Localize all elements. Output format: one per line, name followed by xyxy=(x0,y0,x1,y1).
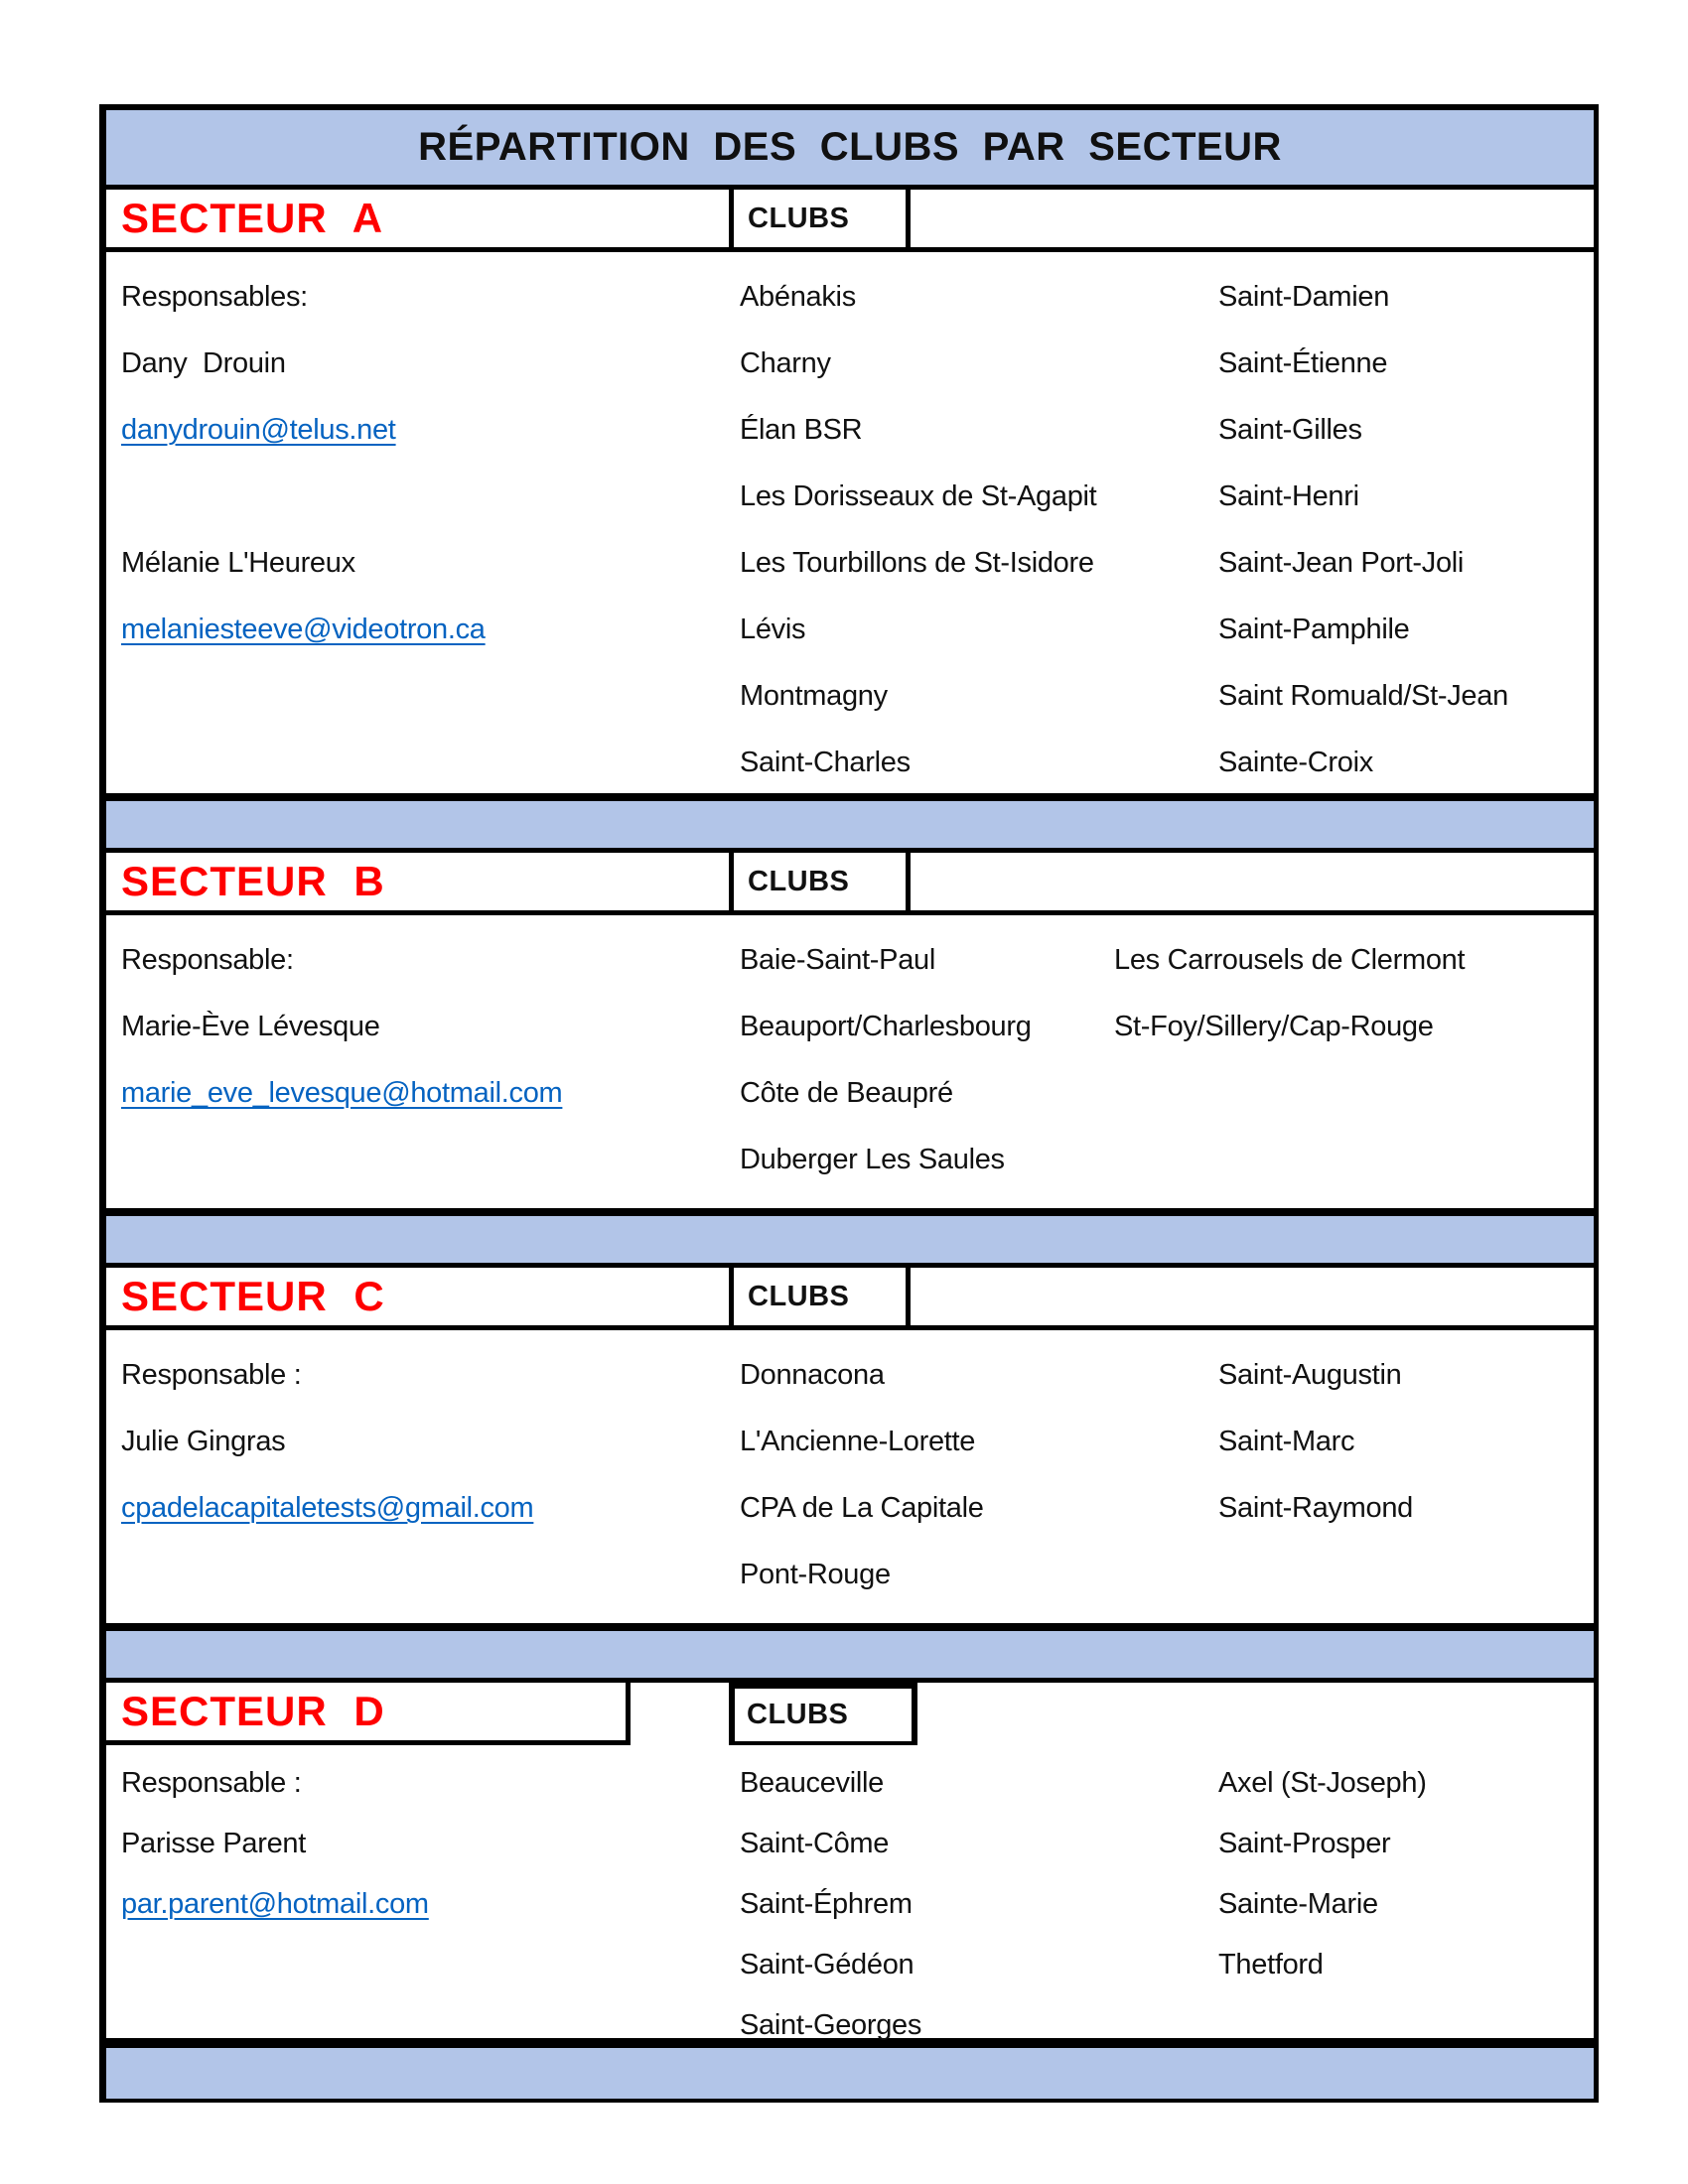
secteur-d-label-box xyxy=(106,1683,631,1745)
secteur-b-content xyxy=(106,915,1594,1208)
secteur-a-label: SECTEUR A xyxy=(121,195,384,241)
secteur-b-label: SECTEUR B xyxy=(121,858,385,904)
secteur-d-content xyxy=(106,1745,1594,2048)
club-name: Sainte-Croix xyxy=(1218,747,1373,778)
email-link[interactable]: cpadelacapitaletests@gmail.com xyxy=(121,1492,534,1524)
club-name: Saint-Prosper xyxy=(1218,1828,1391,1859)
responsable-name: Parisse Parent xyxy=(121,1828,306,1859)
club-name: Beauport/Charlesbourg xyxy=(740,1011,1032,1042)
club-name: Saint-Étienne xyxy=(1218,347,1388,379)
club-name: Les Tourbillons de St-Isidore xyxy=(740,547,1094,579)
club-name: Saint-Henri xyxy=(1218,480,1359,512)
club-name: Saint-Gédéon xyxy=(740,1949,914,1980)
club-name: Charny xyxy=(740,347,831,379)
secteur-a-clubs-column-1 xyxy=(740,264,1096,796)
club-name: Sainte-Marie xyxy=(1218,1888,1378,1920)
secteur-c-responsables-column xyxy=(121,1342,533,1542)
club-name: St-Foy/Sillery/Cap-Rouge xyxy=(1114,1011,1434,1042)
club-name: Axel (St-Joseph) xyxy=(1218,1767,1427,1799)
secteur-a-clubs-header: CLUBS xyxy=(729,190,911,247)
responsable-name: Marie-Ève Lévesque xyxy=(121,1011,380,1042)
section-divider-band xyxy=(106,793,1594,853)
club-name: Saint-Éphrem xyxy=(740,1888,913,1920)
club-name: L'Ancienne-Lorette xyxy=(740,1426,976,1457)
secteur-a-header xyxy=(106,190,1594,252)
responsable-name: Mélanie L'Heureux xyxy=(121,547,355,579)
club-name: Côte de Beaupré xyxy=(740,1077,953,1109)
email-link[interactable]: par.parent@hotmail.com xyxy=(121,1888,429,1920)
responsables-heading: Responsable: xyxy=(121,944,294,976)
secteur-b-header xyxy=(106,853,1594,915)
secteur-a-content xyxy=(106,252,1594,793)
page-title: RÉPARTITION DES CLUBS PAR SECTEUR xyxy=(418,125,1282,169)
secteur-c-clubs-header: CLUBS xyxy=(729,1268,911,1325)
email-link[interactable]: danydrouin@telus.net xyxy=(121,414,396,446)
secteur-d-clubs-header: CLUBS xyxy=(729,1683,917,1747)
email-link[interactable]: melaniesteeve@videotron.ca xyxy=(121,614,486,645)
responsable-name: Dany Drouin xyxy=(121,347,286,379)
secteur-c-clubs-column-1 xyxy=(740,1342,984,1608)
club-name: Saint-Charles xyxy=(740,747,911,778)
club-name: Saint-Marc xyxy=(1218,1426,1355,1457)
secteur-b-clubs-column-1 xyxy=(740,927,1032,1193)
club-name: Saint-Georges xyxy=(740,2009,922,2041)
section-divider-band xyxy=(106,1208,1594,1268)
club-name: Duberger Les Saules xyxy=(740,1144,1005,1175)
secteur-b-responsables-column xyxy=(121,927,562,1127)
club-name: Beauceville xyxy=(740,1767,885,1799)
club-name: Saint-Côme xyxy=(740,1828,890,1859)
bottom-band xyxy=(106,2048,1594,2103)
club-name: Les Carrousels de Clermont xyxy=(1114,944,1466,976)
secteur-d-header xyxy=(106,1683,1594,1745)
secteur-c-header xyxy=(106,1268,1594,1330)
club-name: Saint-Augustin xyxy=(1218,1359,1402,1391)
secteur-c-label: SECTEUR C xyxy=(121,1273,385,1319)
responsable-name: Julie Gingras xyxy=(121,1426,286,1457)
responsables-heading: Responsables: xyxy=(121,281,308,313)
section-divider-band xyxy=(106,1623,1594,1683)
club-name: Élan BSR xyxy=(740,414,863,446)
secteur-a-clubs-column-2 xyxy=(1218,264,1508,796)
club-name: CPA de La Capitale xyxy=(740,1492,984,1524)
club-name: Saint-Raymond xyxy=(1218,1492,1413,1524)
clubs-table xyxy=(99,104,1599,2103)
secteur-c-content xyxy=(106,1330,1594,1623)
secteur-b-clubs-column-2 xyxy=(1114,927,1465,1060)
club-name: Saint-Pamphile xyxy=(1218,614,1410,645)
club-name: Montmagny xyxy=(740,680,888,712)
club-name: Saint-Jean Port-Joli xyxy=(1218,547,1465,579)
club-name: Donnacona xyxy=(740,1359,885,1391)
secteur-d-responsables-column xyxy=(121,1753,429,1935)
responsables-heading: Responsable : xyxy=(121,1359,302,1391)
secteur-d-clubs-column-1 xyxy=(740,1753,921,2056)
secteur-d-clubs-column-2 xyxy=(1218,1753,1427,1995)
empty-row xyxy=(121,464,486,530)
secteur-a-responsables-column xyxy=(121,264,486,663)
club-name: Abénakis xyxy=(740,281,856,313)
title-band xyxy=(106,110,1594,190)
email-link[interactable]: marie_eve_levesque@hotmail.com xyxy=(121,1077,563,1109)
club-name: Saint-Damien xyxy=(1218,281,1390,313)
club-name: Thetford xyxy=(1218,1949,1324,1980)
club-name: Saint Romuald/St-Jean xyxy=(1218,680,1508,712)
secteur-b-clubs-header: CLUBS xyxy=(729,853,911,910)
secteur-d-label: SECTEUR D xyxy=(121,1688,385,1734)
club-name: Saint-Gilles xyxy=(1218,414,1362,446)
club-name: Pont-Rouge xyxy=(740,1559,891,1590)
responsables-heading: Responsable : xyxy=(121,1767,302,1799)
club-name: Baie-Saint-Paul xyxy=(740,944,935,976)
club-name: Les Dorisseaux de St-Agapit xyxy=(740,480,1097,512)
club-name: Lévis xyxy=(740,614,806,645)
secteur-c-clubs-column-2 xyxy=(1218,1342,1413,1542)
